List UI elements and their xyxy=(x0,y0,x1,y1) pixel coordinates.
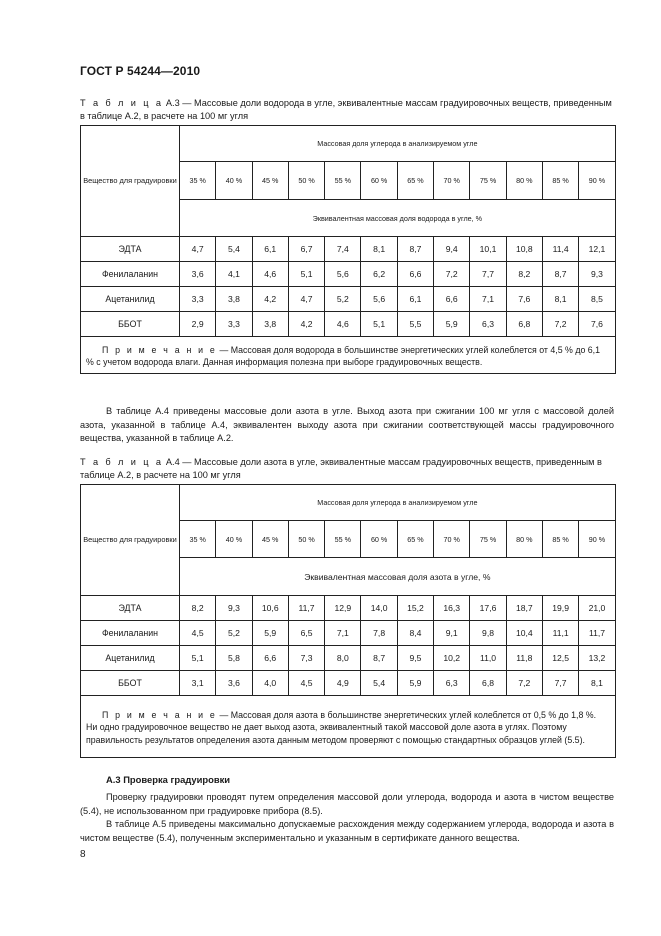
percent-header: 80 % xyxy=(506,521,542,558)
percent-header: 40 % xyxy=(216,162,252,200)
table-a4-note-text: — Массовая доля азота в большинстве энергетических углей колеблется от 0,5 % до 1,8 %. Ни одно градуировочное вещество не дает выход азота, эквивалентный такой массовой доле азота в углях. Поэтому правильность результатов определения азота данным методом проверяют с помощью стандартных образцов углей (5.5). xyxy=(86,709,597,745)
percent-header: 35 % xyxy=(180,162,216,200)
value-cell: 11,1 xyxy=(542,621,578,646)
table-a3-caption xyxy=(80,97,614,123)
percent-header: 45 % xyxy=(252,521,288,558)
value-cell: 3,8 xyxy=(252,312,288,337)
table-a4-sub-header: Эквивалентная массовая доля азота в угле, % xyxy=(180,558,616,596)
value-cell: 5,1 xyxy=(180,646,216,671)
value-cell: 13,2 xyxy=(579,646,615,671)
value-cell: 5,1 xyxy=(361,312,397,337)
value-cell: 4,1 xyxy=(216,262,252,287)
value-cell: 6,6 xyxy=(252,646,288,671)
value-cell: 4,9 xyxy=(325,671,361,696)
percent-header: 85 % xyxy=(542,521,578,558)
value-cell: 9,3 xyxy=(579,262,615,287)
value-cell: 7,2 xyxy=(434,262,470,287)
table-row xyxy=(81,621,616,646)
value-cell: 4,2 xyxy=(288,312,324,337)
value-cell: 8,2 xyxy=(506,262,542,287)
value-cell: 5,2 xyxy=(325,287,361,312)
table-a4 xyxy=(80,484,616,758)
value-cell: 5,8 xyxy=(216,646,252,671)
value-cell: 7,3 xyxy=(288,646,324,671)
value-cell: 6,6 xyxy=(434,287,470,312)
value-cell: 3,8 xyxy=(216,287,252,312)
table-a4-col-header: Вещество для градуировки xyxy=(81,485,180,596)
percent-header: 75 % xyxy=(470,162,506,200)
percent-header: 35 % xyxy=(180,521,216,558)
percent-header: 85 % xyxy=(542,162,578,200)
table-a3-note-text: — Массовая доля водорода в большинстве энергетических углей колеблется от 4,5 % до 6,1 % с учетом водорода влаги. Данная информация полезна при выборе градуировочных веществ. xyxy=(86,344,601,367)
value-cell: 6,7 xyxy=(288,237,324,262)
percent-header: 60 % xyxy=(361,521,397,558)
value-cell: 9,3 xyxy=(216,596,252,621)
table-a3 xyxy=(80,125,616,374)
value-cell: 5,2 xyxy=(216,621,252,646)
table-a3-col-header: Вещество для градуировки xyxy=(81,126,180,237)
value-cell: 10,8 xyxy=(506,237,542,262)
value-cell: 8,2 xyxy=(180,596,216,621)
value-cell: 4,5 xyxy=(288,671,324,696)
value-cell: 14,0 xyxy=(361,596,397,621)
value-cell: 3,3 xyxy=(180,287,216,312)
value-cell: 7,7 xyxy=(470,262,506,287)
value-cell: 7,7 xyxy=(542,671,578,696)
value-cell: 6,5 xyxy=(288,621,324,646)
value-cell: 5,4 xyxy=(361,671,397,696)
value-cell: 4,0 xyxy=(252,671,288,696)
value-cell: 5,4 xyxy=(216,237,252,262)
value-cell: 4,6 xyxy=(325,312,361,337)
value-cell: 8,7 xyxy=(361,646,397,671)
value-cell: 17,6 xyxy=(470,596,506,621)
percent-header: 50 % xyxy=(288,521,324,558)
value-cell: 5,1 xyxy=(288,262,324,287)
value-cell: 11,4 xyxy=(542,237,578,262)
value-cell: 4,7 xyxy=(180,237,216,262)
substance-name: ББОТ xyxy=(81,671,180,696)
substance-name: ЭДТА xyxy=(81,237,180,262)
substance-name: Фенилаланин xyxy=(81,262,180,287)
percent-header: 90 % xyxy=(579,162,615,200)
value-cell: 7,6 xyxy=(506,287,542,312)
value-cell: 5,9 xyxy=(397,671,433,696)
value-cell: 6,1 xyxy=(252,237,288,262)
value-cell: 7,2 xyxy=(506,671,542,696)
substance-name: ББОТ xyxy=(81,312,180,337)
value-cell: 9,5 xyxy=(397,646,433,671)
percent-header: 65 % xyxy=(397,521,433,558)
value-cell: 3,3 xyxy=(216,312,252,337)
table-a4-group-header: Массовая доля углерода в анализируемом угле xyxy=(180,485,616,521)
percent-header: 60 % xyxy=(361,162,397,200)
value-cell: 3,6 xyxy=(180,262,216,287)
value-cell: 8,5 xyxy=(579,287,615,312)
value-cell: 8,0 xyxy=(325,646,361,671)
value-cell: 15,2 xyxy=(397,596,433,621)
value-cell: 6,1 xyxy=(397,287,433,312)
table-a3-caption-text: А.3 — Массовые доли водорода в угле, эквивалентные массам градуировочных веществ, приведенным в таблице А.2, в расчете на 100 мг угля xyxy=(80,98,612,121)
value-cell: 5,5 xyxy=(397,312,433,337)
value-cell: 16,3 xyxy=(434,596,470,621)
percent-header: 50 % xyxy=(288,162,324,200)
value-cell: 9,8 xyxy=(470,621,506,646)
value-cell: 11,0 xyxy=(470,646,506,671)
section-a3-body xyxy=(80,791,614,845)
value-cell: 5,6 xyxy=(325,262,361,287)
table-a4-caption xyxy=(80,456,614,482)
value-cell: 3,6 xyxy=(216,671,252,696)
value-cell: 2,9 xyxy=(180,312,216,337)
value-cell: 5,9 xyxy=(252,621,288,646)
value-cell: 12,1 xyxy=(579,237,615,262)
percent-header: 90 % xyxy=(579,521,615,558)
value-cell: 11,7 xyxy=(579,621,615,646)
value-cell: 7,1 xyxy=(325,621,361,646)
table-a3-note xyxy=(81,337,616,374)
paragraph-a4-intro xyxy=(80,405,614,446)
value-cell: 21,0 xyxy=(579,596,615,621)
value-cell: 10,4 xyxy=(506,621,542,646)
value-cell: 3,1 xyxy=(180,671,216,696)
table-a4-caption-text: А.4 — Массовые доли азота в угле, эквивалентные массам градуировочных веществ, приведенным в таблице А.2, в расчете на 100 мг угля xyxy=(80,457,602,480)
table-row xyxy=(81,262,616,287)
table-a3-group-header: Массовая доля углерода в анализируемом угле xyxy=(180,126,616,162)
value-cell: 6,6 xyxy=(397,262,433,287)
value-cell: 10,6 xyxy=(252,596,288,621)
table-a4-caption-label: Т а б л и ц а xyxy=(80,457,164,467)
table-row xyxy=(81,646,616,671)
section-a3-para-1: Проверку градуировки проводят путем определения массовой доли углерода, водорода и азота в чистом веществе (5.4), не использованном при градуировке прибора (8.5). xyxy=(80,792,614,816)
value-cell: 10,1 xyxy=(470,237,506,262)
substance-name: ЭДТА xyxy=(81,596,180,621)
value-cell: 12,9 xyxy=(325,596,361,621)
page-number: 8 xyxy=(80,849,86,860)
value-cell: 8,7 xyxy=(397,237,433,262)
table-row xyxy=(81,312,616,337)
value-cell: 8,1 xyxy=(542,287,578,312)
value-cell: 10,2 xyxy=(434,646,470,671)
value-cell: 8,4 xyxy=(397,621,433,646)
value-cell: 6,8 xyxy=(470,671,506,696)
table-a3-note-label: П р и м е ч а н и е xyxy=(102,344,218,355)
percent-header: 55 % xyxy=(325,162,361,200)
value-cell: 9,4 xyxy=(434,237,470,262)
table-a4-body xyxy=(81,596,616,696)
document-header: ГОСТ Р 54244—2010 xyxy=(80,64,201,78)
percent-header: 80 % xyxy=(506,162,542,200)
section-a3-para-2: В таблице А.5 приведены максимально допускаемые расхождения между содержанием углерода, водорода и азота в чистом веществе (5.4), полученным экспериментально и указанным в сертификате данного вещества. xyxy=(80,819,614,843)
value-cell: 7,6 xyxy=(579,312,615,337)
percent-header: 75 % xyxy=(470,521,506,558)
value-cell: 4,7 xyxy=(288,287,324,312)
percent-header: 45 % xyxy=(252,162,288,200)
value-cell: 18,7 xyxy=(506,596,542,621)
value-cell: 5,9 xyxy=(434,312,470,337)
section-a3-title: А.3 Проверка градуировки xyxy=(106,774,231,785)
percent-header: 40 % xyxy=(216,521,252,558)
table-row xyxy=(81,671,616,696)
value-cell: 7,8 xyxy=(361,621,397,646)
value-cell: 4,6 xyxy=(252,262,288,287)
substance-name: Ацетанилид xyxy=(81,646,180,671)
table-a3-caption-label: Т а б л и ц а xyxy=(80,98,164,108)
value-cell: 6,2 xyxy=(361,262,397,287)
table-a3-body xyxy=(81,237,616,337)
value-cell: 8,1 xyxy=(579,671,615,696)
table-row xyxy=(81,287,616,312)
value-cell: 8,7 xyxy=(542,262,578,287)
value-cell: 12,5 xyxy=(542,646,578,671)
value-cell: 6,3 xyxy=(470,312,506,337)
value-cell: 19,9 xyxy=(542,596,578,621)
table-row xyxy=(81,596,616,621)
value-cell: 11,8 xyxy=(506,646,542,671)
table-a4-note xyxy=(81,696,616,758)
value-cell: 8,1 xyxy=(361,237,397,262)
percent-header: 70 % xyxy=(434,521,470,558)
value-cell: 6,3 xyxy=(434,671,470,696)
value-cell: 5,6 xyxy=(361,287,397,312)
percent-header: 65 % xyxy=(397,162,433,200)
value-cell: 9,1 xyxy=(434,621,470,646)
value-cell: 4,2 xyxy=(252,287,288,312)
table-a4-note-label: П р и м е ч а н и е xyxy=(102,709,218,720)
value-cell: 7,2 xyxy=(542,312,578,337)
value-cell: 6,8 xyxy=(506,312,542,337)
percent-header: 55 % xyxy=(325,521,361,558)
percent-header: 70 % xyxy=(434,162,470,200)
value-cell: 7,4 xyxy=(325,237,361,262)
table-row xyxy=(81,237,616,262)
paragraph-a4-intro-text: В таблице А.4 приведены массовые доли азота в угле. Выход азота при сжигании 100 мг угля с массовой долей азота, указанной в таблице А.4, эквивалентен выходу азота при сжигании соответствующей массы градуировочного вещества, указанной в таблице А.2. xyxy=(80,406,614,443)
substance-name: Фенилаланин xyxy=(81,621,180,646)
value-cell: 4,5 xyxy=(180,621,216,646)
value-cell: 7,1 xyxy=(470,287,506,312)
substance-name: Ацетанилид xyxy=(81,287,180,312)
value-cell: 11,7 xyxy=(288,596,324,621)
table-a3-sub-header: Эквивалентная массовая доля водорода в угле, % xyxy=(180,200,616,237)
